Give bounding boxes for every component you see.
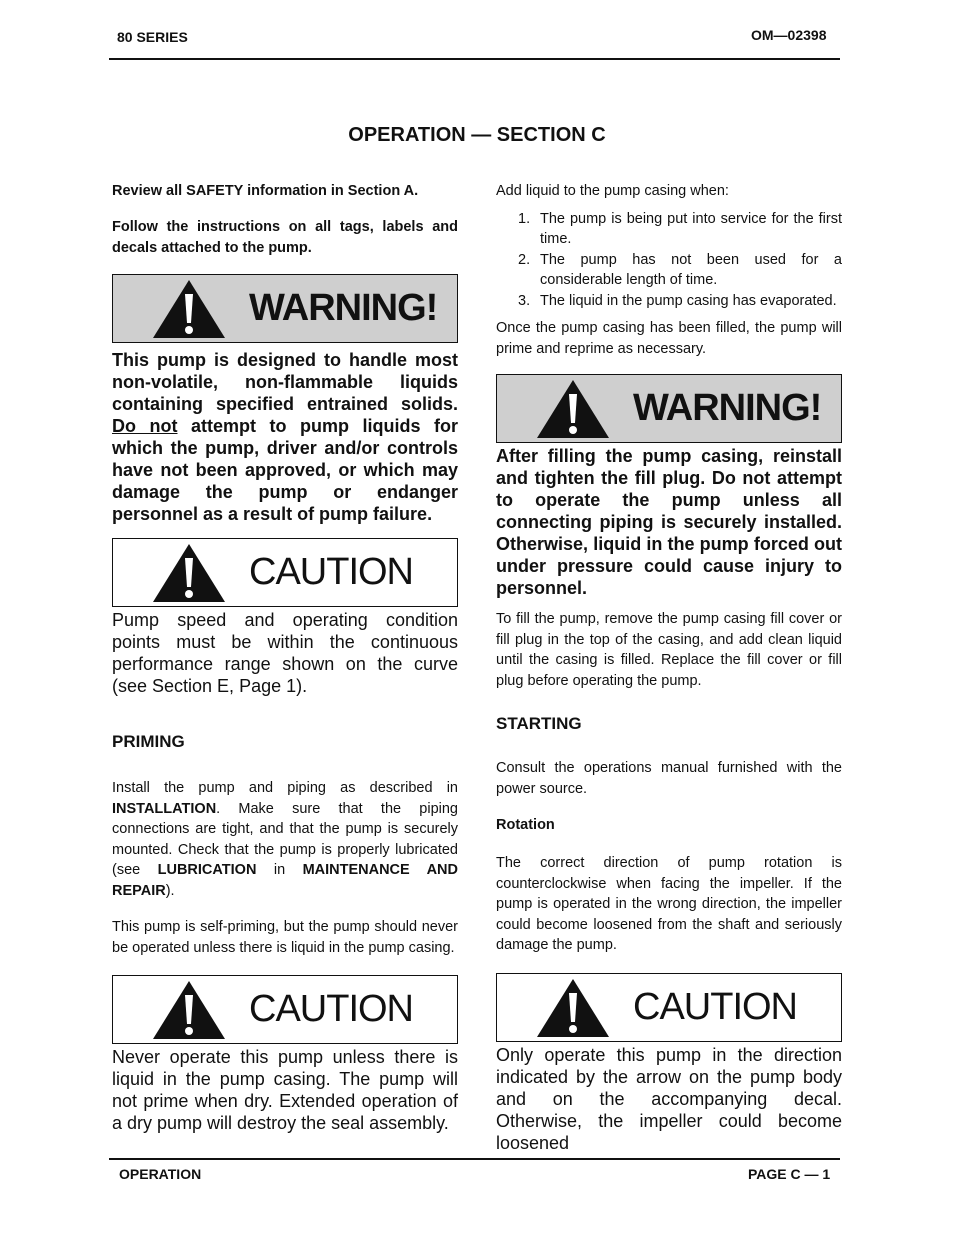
priming-paragraph-1	[112, 778, 458, 901]
add-liquid-intro: Add liquid to the pump casing when:	[496, 183, 729, 199]
list-item: 3. The liquid in the pump casing has evaporated.	[518, 292, 837, 309]
fill-instructions: To fill the pump, remove the pump casing fill cover or fill plug in the top of the casing, and add clean liquid until the casing is filled. Replace the fill cover or fill plug before operating the pump.	[496, 611, 842, 689]
caution-box-1	[112, 538, 458, 607]
caution-box-2	[112, 975, 458, 1044]
warning-1-do-not: Do not	[112, 416, 178, 436]
list-item: 2. The pump has not been used for a considerable length of time.	[518, 251, 842, 288]
priming-installation-ref: INSTALLATION	[112, 800, 217, 817]
follow-tags-note: Follow the instructions on all tags, labels and decals attached to the pump.	[112, 219, 458, 256]
warning-2-text: After filling the pump casing, reinstall and tighten the fill plug. Do not attempt to operate the pump unless all connecting piping is securely installed. Otherwise, liquid in the pump forced out under pressure could cause injury to personnel.	[496, 446, 842, 598]
warning-label: WARNING!	[249, 287, 438, 329]
header-doc-number: OM—02398	[751, 27, 827, 43]
priming-paragraph-2: This pump is self-priming, but the pump should never be operated unless there is liquid in the pump casing.	[112, 919, 458, 956]
caution-1-text: Pump speed and operating condition points must be within the continuous performance range shown on the curve (see Section E, Page 1).	[112, 610, 458, 696]
priming-p1-c: ).	[165, 882, 175, 899]
footer-rule	[109, 1158, 840, 1160]
warning-label: WARNING!	[633, 387, 822, 429]
caution-label: CAUTION	[249, 988, 413, 1030]
warning-1-text-b: attempt to pump liquids for which the pump, driver and/or controls have not been approved, or which may damage the pump or endanger personnel as a result of pump failure.	[112, 416, 459, 524]
left-column	[112, 181, 458, 1134]
footer-section: OPERATION	[119, 1166, 202, 1182]
header-series: 80 SERIES	[117, 29, 188, 45]
caution-box-3	[496, 973, 842, 1042]
priming-p1-b: . Make sure that the piping connections are tight, and that the pump is securely mounted. Check that the pump is properly lubricated (see	[112, 800, 458, 878]
caution-2-text: Never operate this pump unless there is liquid in the pump casing. The pump will not prime when dry. Extended operation of a dry pump will destroy the seal assembly.	[112, 1047, 458, 1133]
page-title: OPERATION — SECTION C	[348, 124, 606, 146]
priming-heading: PRIMING	[112, 732, 185, 751]
priming-p1-in: in	[256, 862, 303, 878]
caution-label: CAUTION	[633, 985, 797, 1028]
footer-page-number: PAGE C — 1	[748, 1166, 831, 1182]
review-safety-note: Review all SAFETY information in Section A.	[112, 183, 419, 199]
priming-p1-a: Install the pump and piping as described in	[112, 780, 458, 796]
header-rule	[109, 58, 840, 60]
once-filled-note: Once the pump casing has been filled, the pump will prime and reprime as necessary.	[496, 320, 842, 357]
list-item: 1. The pump is being put into service for the first time.	[518, 210, 842, 247]
add-liquid-conditions-list	[496, 209, 842, 312]
starting-heading: STARTING	[496, 714, 582, 733]
warning-box-1	[112, 274, 458, 343]
priming-lubrication-ref: LUBRICATION	[157, 862, 257, 878]
starting-paragraph: Consult the operations manual furnished with the power source.	[496, 760, 842, 797]
warning-box-2	[496, 374, 842, 443]
right-column	[496, 181, 842, 1154]
warning-1-text	[112, 349, 458, 525]
caution-label: CAUTION	[249, 551, 413, 593]
caution-3-text: Only operate this pump in the direction indicated by the arrow on the pump body and on the accompanying decal. Otherwise, the impeller could become loosened	[496, 1044, 842, 1153]
priming-maintenance-ref: MAINTENANCE AND REPAIR	[112, 862, 458, 899]
rotation-paragraph: The correct direction of pump rotation is counterclockwise when facing the impeller. If the pump is operated in the wrong direction, the impeller could become loosened from the shaft and seriously damage the pump.	[496, 855, 842, 953]
rotation-heading: Rotation	[496, 817, 555, 833]
warning-1-text-a: This pump is designed to handle most non-volatile, non-flammable liquids containing specified entrained solids.	[112, 350, 458, 414]
